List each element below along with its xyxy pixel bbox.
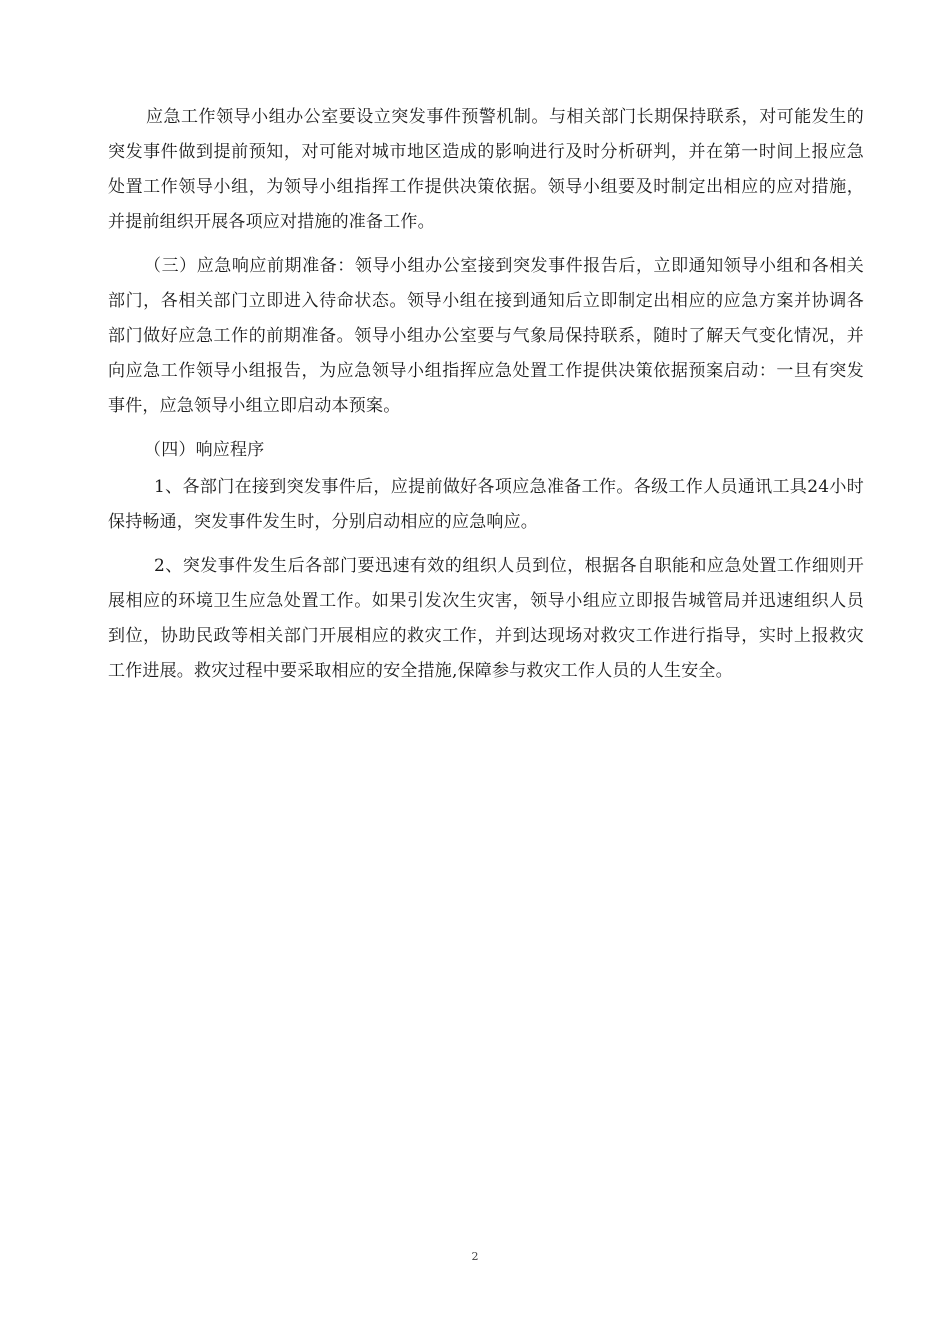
paragraph-preparation: （三）应急响应前期准备：领导小组办公室接到突发事件报告后，立即通知领导小组和各相关部门，各相关部门立即进入待命状态。领导小组在接到通知后立即制定出相应的应急方案并协调各部门做好应急工作的前期准备。领导小组办公室要与气象局保持联系，随时了解天气变化情况，并向应急工作领导小组报告，为应急领导小组指挥应急处置工作提供决策依据预案启动：一旦有突发事件，应急领导小组立即启动本预案。 [108, 256, 864, 416]
paragraph-early-warning: 应急工作领导小组办公室要设立突发事件预警机制。与相关部门长期保持联系，对可能发生的突发事件做到提前预知，对可能对城市地区造成的影响进行及时分析研判，并在第一时间上报应急处置工作领导小组，为领导小组指挥工作提供决策依据。领导小组要及时制定出相应的应对措施，并提前组织开展各项应对措施的准备工作。 [108, 107, 864, 232]
paragraph-item-1: 1、各部门在接到突发事件后，应提前做好各项应急准备工作。各级工作人员通讯工具24小时保持畅通，突发事件发生时，分别启动相应的应急响应。 [108, 477, 864, 532]
document-body [108, 100, 864, 689]
page-number: 2 [471, 1250, 479, 1263]
paragraph-item-2: 2、突发事件发生后各部门要迅速有效的组织人员到位，根据各自职能和应急处置工作细则开展相应的环境卫生应急处置工作。如果引发次生灾害，领导小组应立即报告城管局并迅速组织人员到位，协助民政等相关部门开展相应的救灾工作，并到达现场对救灾工作进行指导，实时上报救灾工作进展。救灾过程中要采取相应的安全措施,保障参与救灾工作人员的人生安全。 [108, 556, 864, 681]
section-heading-response-procedure: （四）响应程序 [144, 440, 265, 460]
